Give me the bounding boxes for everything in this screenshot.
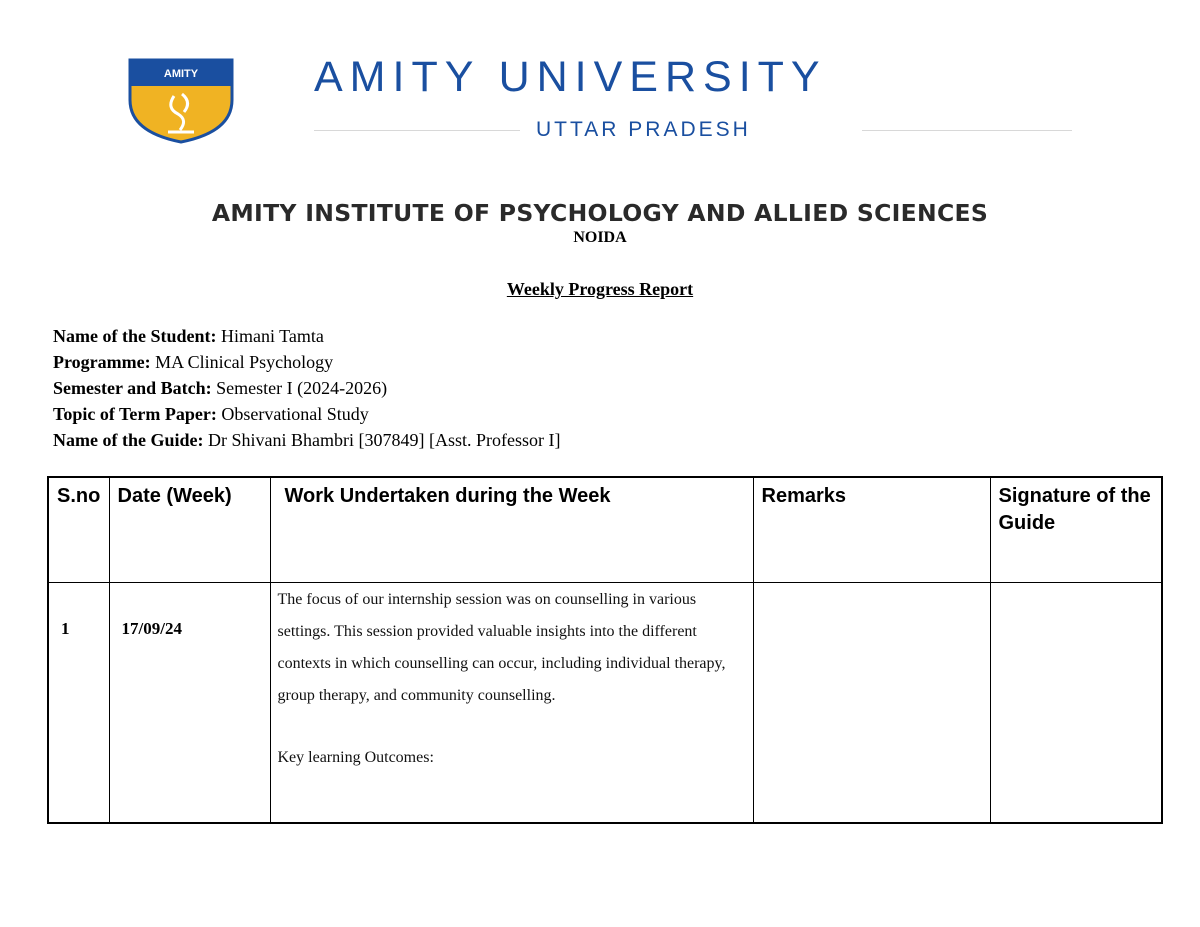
info-value: MA Clinical Psychology [155, 352, 334, 372]
header-sno: S.no [48, 477, 109, 583]
header-work: Work Undertaken during the Week [270, 477, 753, 583]
divider-left [314, 130, 520, 131]
logo-text: AMITY [163, 68, 199, 80]
info-value: Himani Tamta [221, 326, 324, 346]
cell-signature [990, 583, 1162, 824]
cell-remarks [753, 583, 990, 824]
info-value: Dr Shivani Bhambri [307849] [Asst. Professor I] [207, 430, 561, 450]
info-label: Semester and Batch: [53, 378, 212, 398]
info-row-guide [53, 427, 560, 453]
info-label: Name of the Guide: [53, 430, 204, 450]
university-location: UTTAR PRADESH [536, 118, 751, 141]
info-row-student [53, 323, 560, 349]
info-value: Observational Study [221, 404, 369, 424]
info-row-semester [53, 375, 560, 401]
report-title: Weekly Progress Report [506, 279, 694, 299]
divider-right [862, 130, 1072, 131]
university-location-row [314, 116, 1074, 144]
work-outcomes-heading: Key learning Outcomes: [277, 749, 434, 766]
cell-sno: 1 [48, 583, 109, 824]
cell-date: 17/09/24 [109, 583, 270, 824]
institute-name: AMITY INSTITUTE OF PSYCHOLOGY AND ALLIED SCIENCES [211, 199, 989, 227]
header-remarks: Remarks [753, 477, 990, 583]
header-signature: Signature of the Guide [990, 477, 1162, 583]
info-value: Semester I (2024-2026) [216, 378, 388, 398]
student-info [53, 323, 560, 453]
info-label: Topic of Term Paper: [53, 404, 217, 424]
university-logo [126, 56, 236, 144]
work-paragraph: The focus of our internship session was on counselling in various settings. This session provided valuable insights into the different contexts in which counselling can occur, including individual therapy, group therapy, and community counselling. [277, 591, 726, 704]
header-date: Date (Week) [109, 477, 270, 583]
info-label: Name of the Student: [53, 326, 217, 346]
info-row-programme [53, 349, 560, 375]
university-name: AMITY UNIVERSITY [314, 53, 827, 101]
progress-table [47, 476, 1163, 824]
info-row-topic [53, 401, 560, 427]
cell-work [270, 583, 753, 824]
table-row [48, 583, 1162, 824]
table-header-row [48, 477, 1162, 583]
campus-name: NOIDA [573, 229, 627, 246]
info-label: Programme: [53, 352, 151, 372]
